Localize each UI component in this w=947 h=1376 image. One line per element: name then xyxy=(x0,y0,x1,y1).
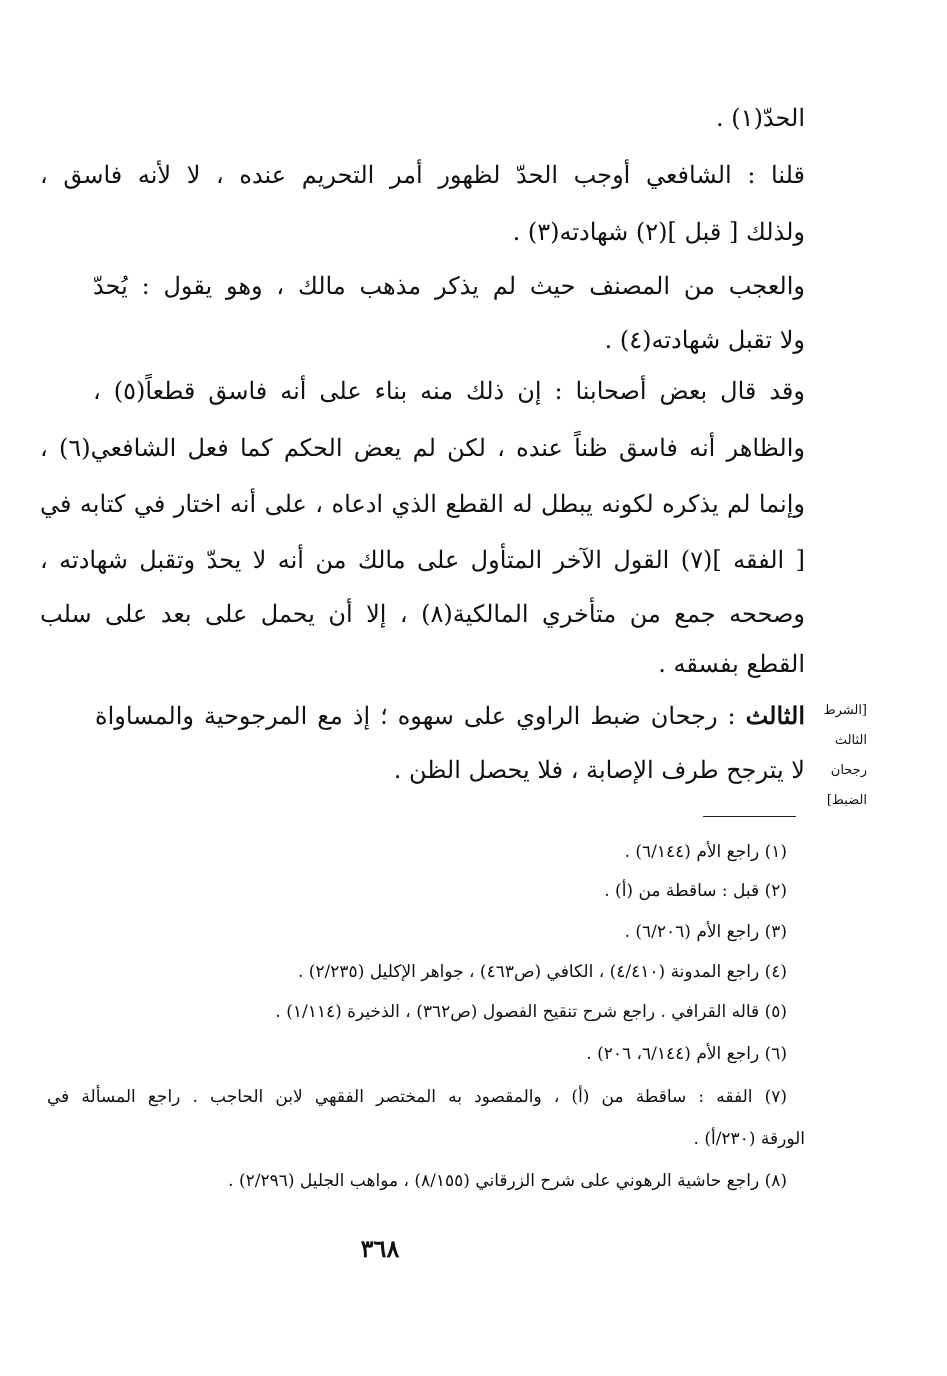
body-line-9: [ الفقه ](٧) القول الآخر المتأول على مالك من أنه لا يحدّ وتقبل شهادته ، xyxy=(40,546,805,574)
body-line-7: والظاهر أنه فاسق ظناً عنده ، لكن لم يعض الحكم كما فعل الشافعي(٦) ، xyxy=(40,434,805,462)
third-condition-line-1 xyxy=(95,698,805,734)
body-line-10: وصححه جمع من متأخري المالكية(٨) ، إلا أن يحمل على بعد على سلب xyxy=(40,600,805,628)
footnote-7-continued: الورقة (٢٣٠/أ) . xyxy=(693,1129,805,1149)
body-line-11: القطع بفسقه . xyxy=(658,650,805,678)
body-line-2: قلنا : الشافعي أوجب الحدّ لظهور أمر التحريم عنده ، لا لأنه فاسق ، xyxy=(40,161,805,189)
body-line-8: وإنما لم يذكره لكونه يبطل له القطع الذي ادعاه ، على أنه اختار في كتابه في xyxy=(40,490,805,518)
footnote-6: (٦) راجع الأم (٦/١٤٤، ٢٠٦) . xyxy=(586,1044,787,1064)
body-line-3: ولذلك [ قبل ](٢) شهادته(٣) . xyxy=(512,218,805,246)
footnote-3: (٣) راجع الأم (٦/٢٠٦) . xyxy=(624,922,787,942)
body-line-6: وقد قال بعض أصحابنا : إن ذلك منه بناء على أنه فاسق قطعاً(٥) ، xyxy=(93,377,805,405)
third-condition-heading: الثالث xyxy=(745,701,805,730)
margin-note-line-4: الضبط] xyxy=(826,793,867,808)
margin-note-line-2: الثالث xyxy=(834,733,867,748)
body-line-4: والعجب من المصنف حيث لم يذكر مذهب مالك ، وهو يقول : يُحدّ xyxy=(93,272,805,300)
body-line-5: ولا تقبل شهادته(٤) . xyxy=(604,326,805,354)
third-condition-text: : رجحان ضبط الراوي على سهوه ؛ إذ مع المرجوحية والمساواة xyxy=(95,702,746,730)
footnote-5: (٥) قاله القرافي . راجع شرح تنقيح الفصول (ص٣٦٢) ، الذخيرة (١/١١٤) . xyxy=(275,1002,787,1022)
footnote-1: (١) راجع الأم (٦/١٤٤) . xyxy=(624,842,787,862)
margin-note-line-3: رجحان xyxy=(830,763,867,778)
footnote-7: (٧) الفقه : ساقطة من (أ) ، والمقصود به المختصر الفقهي لابن الحاجب . راجع المسألة في xyxy=(47,1087,787,1107)
margin-note xyxy=(797,696,867,816)
footnote-2: (٢) قبل : ساقطة من (أ) . xyxy=(604,881,787,901)
footnote-separator xyxy=(703,816,796,817)
body-line-1: الحدّ(١) . xyxy=(716,104,805,132)
footnote-4: (٤) راجع المدونة (٤/٤١٠) ، الكافي (ص٤٦٣) ، جواهر الإكليل (٢/٢٣٥) . xyxy=(297,962,787,982)
third-condition-line-2: لا يترجح طرف الإصابة ، فلا يحصل الظن . xyxy=(393,756,805,784)
page-number: ٣٦٨ xyxy=(360,1234,400,1263)
margin-note-line-1: [الشرط xyxy=(823,703,867,718)
footnote-8: (٨) راجع حاشية الرهوني على شرح الزرقاني (٨/١٥٥) ، مواهب الجليل (٢/٢٩٦) . xyxy=(228,1171,787,1191)
